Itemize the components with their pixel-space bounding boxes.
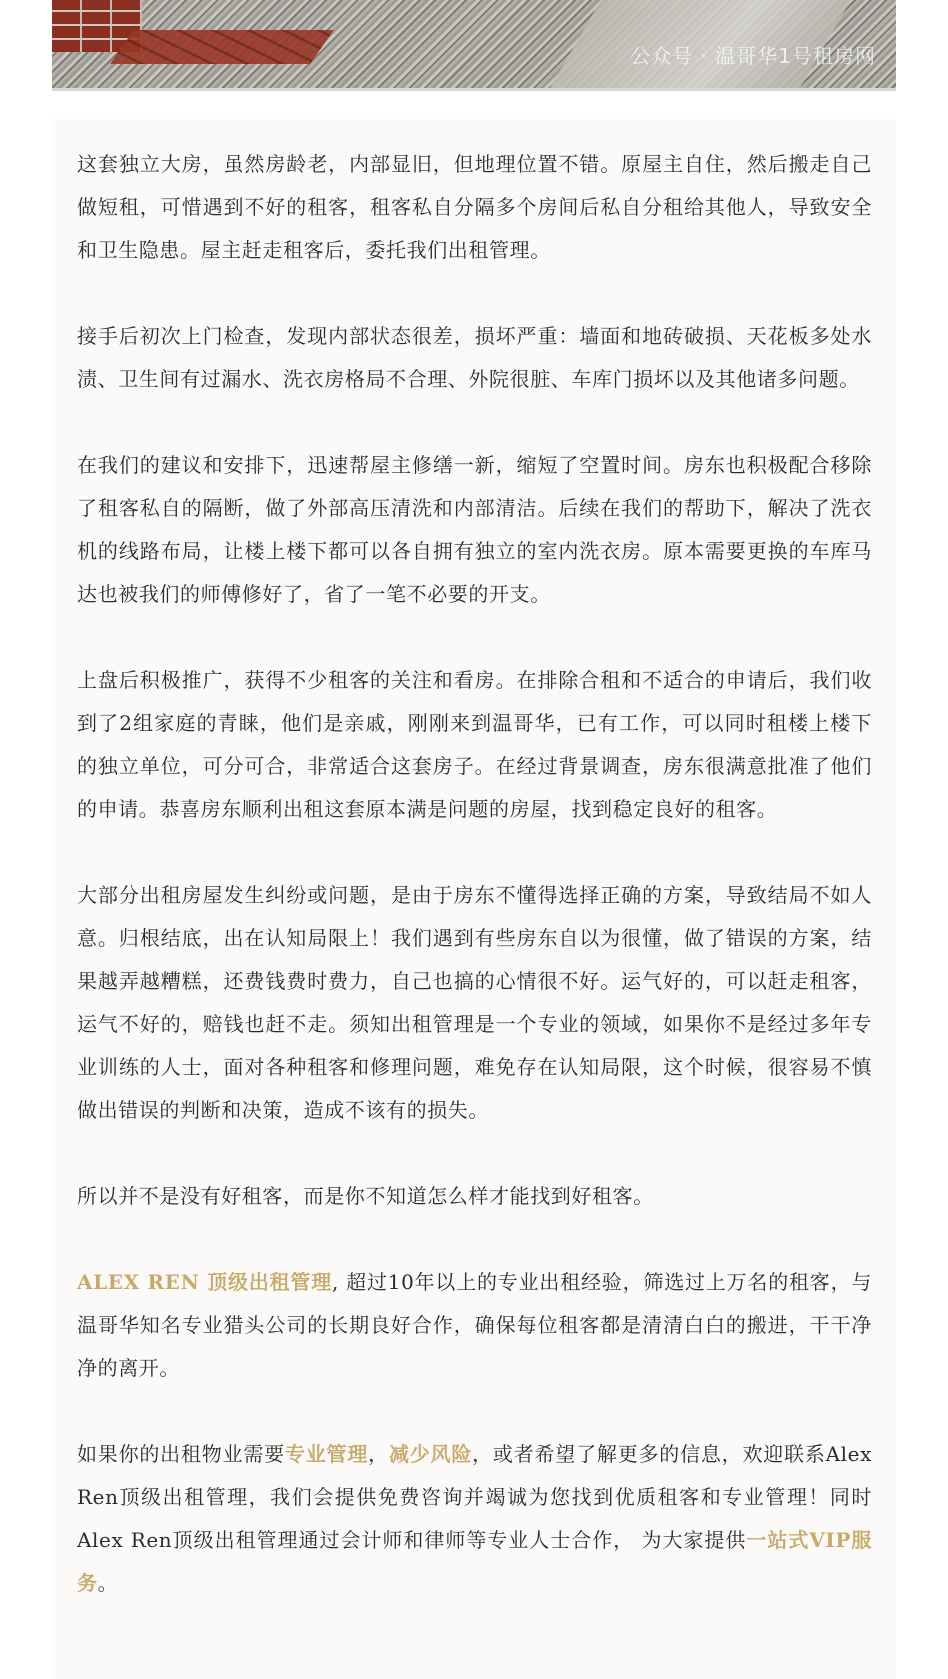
paragraph-8-text-c: ，或者希望了解更多的信息，欢迎联系Alex Ren顶级出租管理，我们会提供免费咨询并竭诚为您找到优质租客和专业管理！同时Alex Ren顶级出租管理通过会计师和律师等专业人士合作， 为大家提供 <box>77 1442 872 1552</box>
brand-name: ALEX REN 顶级出租管理 <box>77 1270 333 1294</box>
highlight-reduce-risk: 减少风险 <box>388 1442 473 1466</box>
paragraph-8-text-a: 如果你的出租物业需要 <box>77 1442 285 1466</box>
photo-watermark: 公众号 · 温哥华1号租房网 <box>630 44 876 68</box>
highlight-vip-service: 一站式VIP服务 <box>77 1528 872 1595</box>
paragraph-7-text: , 超过10年以上的专业出租经验，筛选过上万名的租客，与温哥华知名专业猎头公司的长期良好合作，确保每位租客都是清清白白的搬进，干干净净的离开。 <box>77 1270 873 1380</box>
highlight-professional-management: 专业管理 <box>284 1442 369 1466</box>
paragraph-8-text-b: ， <box>368 1442 389 1466</box>
paragraph-8 <box>77 1433 872 1605</box>
paragraph-8-text-d: 。 <box>97 1571 119 1595</box>
article-body <box>52 119 896 1679</box>
paragraph-7 <box>77 1261 872 1390</box>
paragraph-2: 接手后初次上门检查，发现内部状态很差，损坏严重：墙面和地砖破损、天花板多处水渍、卫生间有过漏水、洗衣房格局不合理、外院很脏、车库门损坏以及其他诸多问题。 <box>77 324 872 391</box>
paragraph-4: 上盘后积极推广，获得不少租客的关注和看房。在排除合租和不适合的申请后，我们收到了2组家庭的青睐，他们是亲戚，刚刚来到温哥华，已有工作，可以同时租楼上楼下的独立单位，可分可合，非常适合这套房子。在经过背景调查，房东很满意批准了他们的申请。恭喜房东顺利出租这套原本满是问题的房屋，找到稳定良好的租客。 <box>77 668 872 821</box>
paragraph-6: 所以并不是没有好租客，而是你不知道怎么样才能找到好租客。 <box>77 1184 654 1208</box>
paragraph-1: 这套独立大房，虽然房龄老，内部显旧，但地理位置不错。原屋主自住，然后搬走自己做短租，可惜遇到不好的租客，租客私自分隔多个房间后私自分租给其他人，导致安全和卫生隐患。屋主赶走租客后，委托我们出租管理。 <box>77 152 872 262</box>
paragraph-5: 大部分出租房屋发生纠纷或问题，是由于房东不懂得选择正确的方案，导致结局不如人意。归根结底，出在认知局限上！我们遇到有些房东自以为很懂，做了错误的方案，结果越弄越糟糕，还费钱费时费力，自己也搞的心情很不好。运气好的，可以赶走租客，运气不好的，赔钱也赶不走。须知出租管理是一个专业的领域，如果你不是经过多年专业训练的人士，面对各种租客和修理问题，难免存在认知局限，这个时候，很容易不慎做出错误的判断和决策，造成不该有的损失。 <box>77 883 872 1122</box>
header-photo <box>52 0 896 91</box>
brick-edging <box>110 30 334 64</box>
paragraph-3: 在我们的建议和安排下，迅速帮屋主修缮一新，缩短了空置时间。房东也积极配合移除了租客私自的隔断，做了外部高压清洗和内部清洁。后续在我们的帮助下，解决了洗衣机的线路布局，让楼上楼下都可以各自拥有独立的室内洗衣房。原本需要更换的车库马达也被我们的师傅修好了，省了一笔不必要的开支。 <box>77 453 872 606</box>
